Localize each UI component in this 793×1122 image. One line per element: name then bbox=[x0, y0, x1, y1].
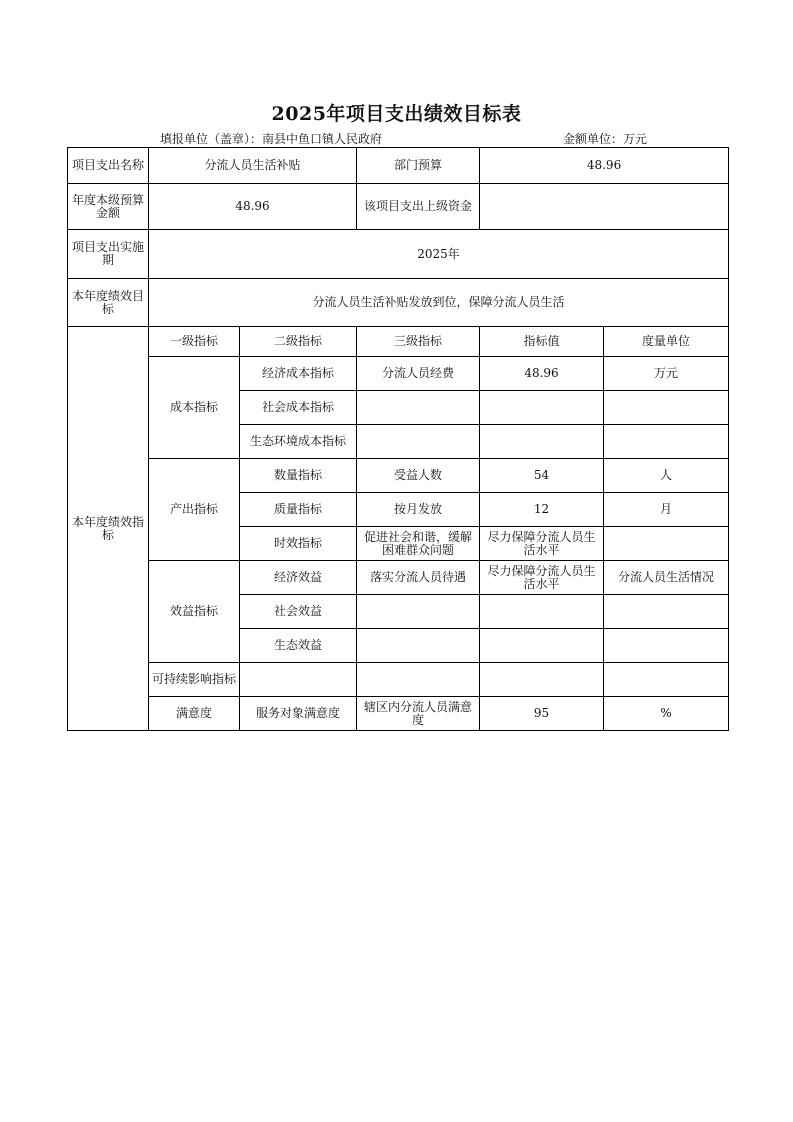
unit-cell: 月 bbox=[604, 493, 729, 527]
project-name-value: 分流人员生活补贴 bbox=[149, 148, 357, 184]
annual-goal-label: 本年度绩效目标 bbox=[68, 279, 149, 327]
dept-budget-label: 部门预算 bbox=[357, 148, 480, 184]
group-satisfaction: 满意度 bbox=[149, 697, 240, 731]
value-cell: 12 bbox=[480, 493, 604, 527]
level3-cell: 受益人数 bbox=[357, 459, 480, 493]
indicator-section-label: 本年度绩效指标 bbox=[68, 327, 149, 731]
level2-cell: 生态效益 bbox=[240, 629, 357, 663]
level2-cell: 数量指标 bbox=[240, 459, 357, 493]
table-row bbox=[68, 561, 729, 595]
unit-cell: % bbox=[604, 697, 729, 731]
annual-budget-value: 48.96 bbox=[149, 184, 357, 230]
level3-cell bbox=[357, 425, 480, 459]
performance-target-table bbox=[67, 147, 729, 731]
value-cell bbox=[480, 663, 604, 697]
level2-cell: 社会成本指标 bbox=[240, 391, 357, 425]
level2-cell bbox=[240, 663, 357, 697]
table-header-row bbox=[68, 327, 729, 357]
unit-cell: 万元 bbox=[604, 357, 729, 391]
table-row bbox=[68, 357, 729, 391]
value-cell bbox=[480, 595, 604, 629]
level3-cell: 辖区内分流人员满意度 bbox=[357, 697, 480, 731]
table-row bbox=[68, 663, 729, 697]
level3-cell bbox=[357, 629, 480, 663]
annual-budget-label: 年度本级预算金额 bbox=[68, 184, 149, 230]
unit-cell bbox=[604, 425, 729, 459]
dept-budget-value: 48.96 bbox=[480, 148, 729, 184]
unit-cell: 分流人员生活情况 bbox=[604, 561, 729, 595]
unit-cell bbox=[604, 595, 729, 629]
group-cost: 成本指标 bbox=[149, 357, 240, 459]
value-cell: 尽力保障分流人员生活水平 bbox=[480, 561, 604, 595]
value-cell: 95 bbox=[480, 697, 604, 731]
level3-cell: 落实分流人员待遇 bbox=[357, 561, 480, 595]
level2-cell: 时效指标 bbox=[240, 527, 357, 561]
table-row bbox=[68, 230, 729, 279]
header-level1: 一级指标 bbox=[149, 327, 240, 357]
level3-cell: 促进社会和谐，缓解困难群众问题 bbox=[357, 527, 480, 561]
implementation-period-value: 2025年 bbox=[149, 230, 729, 279]
group-output: 产出指标 bbox=[149, 459, 240, 561]
level3-cell bbox=[357, 391, 480, 425]
group-sustain: 可持续影响指标 bbox=[149, 663, 240, 697]
group-benefit: 效益指标 bbox=[149, 561, 240, 663]
table-row bbox=[68, 697, 729, 731]
level2-cell: 经济效益 bbox=[240, 561, 357, 595]
value-cell bbox=[480, 629, 604, 663]
table-row bbox=[68, 184, 729, 230]
level2-cell: 社会效益 bbox=[240, 595, 357, 629]
unit-cell: 人 bbox=[604, 459, 729, 493]
unit-cell bbox=[604, 391, 729, 425]
level2-cell: 服务对象满意度 bbox=[240, 697, 357, 731]
level2-cell: 质量指标 bbox=[240, 493, 357, 527]
superior-funds-label: 该项目支出上级资金 bbox=[357, 184, 480, 230]
header-value: 指标值 bbox=[480, 327, 604, 357]
filling-unit-label: 填报单位（盖章）：南县中鱼口镇人民政府 bbox=[160, 132, 383, 146]
table-row bbox=[68, 459, 729, 493]
value-cell bbox=[480, 391, 604, 425]
unit-cell bbox=[604, 629, 729, 663]
header-unit: 度量单位 bbox=[604, 327, 729, 357]
header-level2: 二级指标 bbox=[240, 327, 357, 357]
value-cell: 48.96 bbox=[480, 357, 604, 391]
level2-cell: 经济成本指标 bbox=[240, 357, 357, 391]
level3-cell: 按月发放 bbox=[357, 493, 480, 527]
implementation-period-label: 项目支出实施期 bbox=[68, 230, 149, 279]
annual-goal-value: 分流人员生活补贴发放到位，保障分流人员生活 bbox=[149, 279, 729, 327]
level3-cell bbox=[357, 663, 480, 697]
value-cell: 54 bbox=[480, 459, 604, 493]
unit-cell bbox=[604, 663, 729, 697]
value-cell: 尽力保障分流人员生活水平 bbox=[480, 527, 604, 561]
table-row bbox=[68, 279, 729, 327]
unit-cell bbox=[604, 527, 729, 561]
table-row bbox=[68, 148, 729, 184]
level2-cell: 生态环境成本指标 bbox=[240, 425, 357, 459]
header-level3: 三级指标 bbox=[357, 327, 480, 357]
value-cell bbox=[480, 425, 604, 459]
page-title: 2025年项目支出绩效目标表 bbox=[271, 103, 522, 125]
project-name-label: 项目支出名称 bbox=[68, 148, 149, 184]
money-unit-label: 金额单位：万元 bbox=[563, 132, 648, 146]
superior-funds-value bbox=[480, 184, 729, 230]
level3-cell: 分流人员经费 bbox=[357, 357, 480, 391]
level3-cell bbox=[357, 595, 480, 629]
